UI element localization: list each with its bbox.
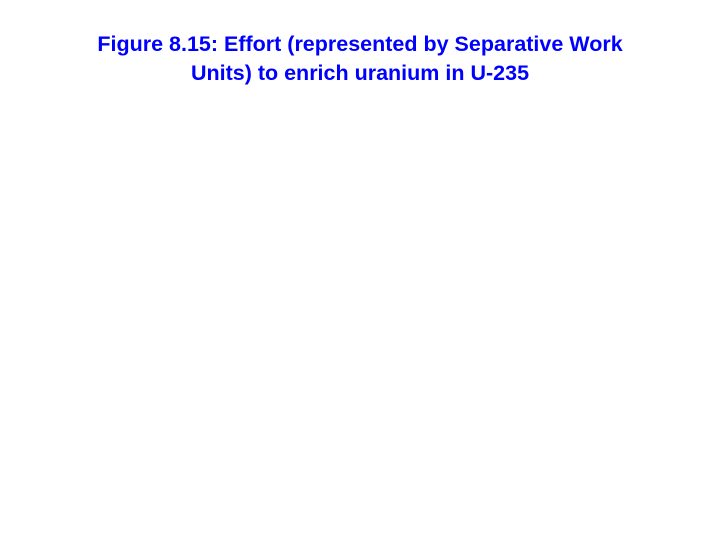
slide-title-line-2: Units) to enrich uranium in U-235 [190, 61, 530, 85]
slide-title [40, 30, 680, 88]
slide-title-line-1: Figure 8.15: Effort (represented by Separative Work [97, 32, 623, 56]
